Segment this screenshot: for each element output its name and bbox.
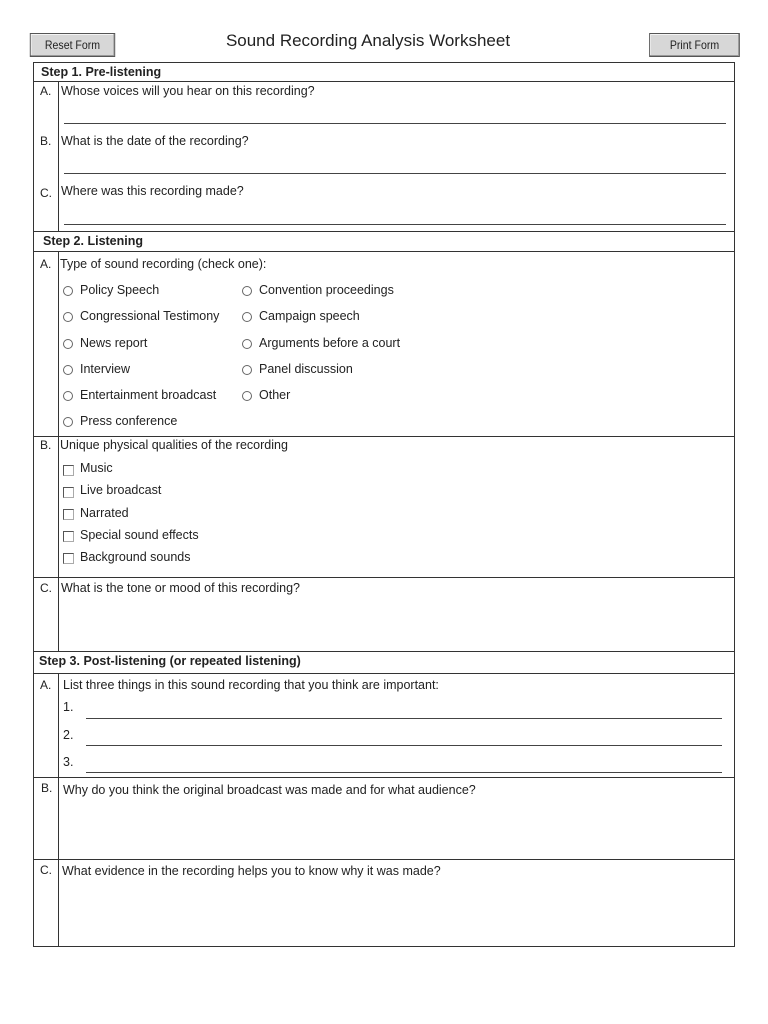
step1-b-answer-line [64, 173, 726, 174]
important-item-3-line [86, 772, 722, 773]
list-number: 3. [63, 755, 74, 769]
radio-campaign-speech[interactable] [242, 312, 252, 322]
step2-c-answer-field[interactable] [62, 598, 734, 650]
letter-column-divider [58, 251, 59, 651]
step1-c-answer-line [64, 224, 726, 225]
radio-press-conference[interactable] [63, 417, 73, 427]
option-label: News report [80, 336, 148, 350]
step2-heading: Step 2. Listening [43, 234, 144, 248]
section-divider [33, 577, 735, 578]
option-label: Press conference [80, 414, 178, 428]
option-label: Arguments before a court [259, 336, 401, 350]
radio-news-report[interactable] [63, 339, 73, 349]
section-divider [33, 673, 735, 674]
page-title: Sound Recording Analysis Worksheet [225, 31, 511, 50]
step2-c-letter: C. [40, 581, 52, 595]
frame-top-border [33, 62, 735, 63]
option-label: Panel discussion [259, 362, 353, 376]
option-label: Other [259, 388, 291, 402]
option-label: Interview [80, 362, 131, 376]
step2-b-letter: B. [40, 438, 52, 452]
reset-form-button[interactable]: Reset Form [30, 33, 115, 57]
step1-c-letter: C. [40, 186, 52, 200]
option-label: Music [80, 461, 113, 475]
step1-a-letter: A. [40, 84, 52, 98]
step1-b-question: What is the date of the recording? [61, 134, 249, 148]
step1-a-answer-line [64, 123, 726, 124]
letter-column-divider [58, 673, 59, 946]
radio-entertainment-broadcast[interactable] [63, 391, 73, 401]
step3-a-letter: A. [40, 678, 52, 692]
step3-heading: Step 3. Post-listening (or repeated listening) [39, 654, 301, 668]
step2-b-question: Unique physical qualities of the recording [60, 438, 288, 452]
option-label: Entertainment broadcast [80, 388, 217, 402]
letter-column-divider [58, 81, 59, 231]
step3-c-answer-field[interactable] [62, 882, 734, 946]
section-divider [33, 777, 735, 778]
section-divider [33, 251, 735, 252]
section-divider [33, 651, 735, 652]
option-label: Narrated [80, 506, 129, 520]
section-divider [33, 81, 735, 82]
option-label: Congressional Testimony [80, 309, 220, 323]
step2-a-question: Type of sound recording (check one): [60, 257, 267, 271]
radio-interview[interactable] [63, 365, 73, 375]
important-item-2-field[interactable] [86, 728, 726, 746]
step1-c-answer-field[interactable] [64, 207, 730, 225]
step1-heading: Step 1. Pre-listening [41, 65, 162, 79]
checkbox-special-sound-effects[interactable] [63, 531, 74, 542]
step3-a-question: List three things in this sound recording that you think are important: [63, 678, 439, 692]
option-label: Campaign speech [259, 309, 360, 323]
radio-arguments-before-court[interactable] [242, 339, 252, 349]
step3-b-answer-field[interactable] [62, 800, 734, 858]
section-divider [33, 436, 735, 437]
list-number: 2. [63, 728, 74, 742]
frame-left-border [33, 62, 34, 947]
radio-other[interactable] [242, 391, 252, 401]
step3-b-question: Why do you think the original broadcast was made and for what audience? [63, 783, 476, 797]
option-label: Special sound effects [80, 528, 199, 542]
step3-b-letter: B. [41, 781, 53, 795]
important-item-2-line [86, 745, 722, 746]
step1-a-answer-field[interactable] [64, 106, 730, 124]
section-divider [33, 859, 735, 860]
radio-policy-speech[interactable] [63, 286, 73, 296]
step3-c-letter: C. [40, 863, 52, 877]
step1-b-letter: B. [40, 134, 52, 148]
important-item-1-line [86, 718, 722, 719]
option-label: Background sounds [80, 550, 191, 564]
option-label: Convention proceedings [259, 283, 394, 297]
important-item-1-field[interactable] [86, 701, 726, 719]
step1-a-question: Whose voices will you hear on this recording? [61, 84, 315, 98]
option-label: Policy Speech [80, 283, 160, 297]
radio-congressional-testimony[interactable] [63, 312, 73, 322]
step3-c-question: What evidence in the recording helps you to know why it was made? [62, 864, 441, 878]
step1-b-answer-field[interactable] [64, 156, 730, 174]
step2-a-letter: A. [40, 257, 52, 271]
radio-panel-discussion[interactable] [242, 365, 252, 375]
print-form-button[interactable]: Print Form [649, 33, 740, 57]
checkbox-live-broadcast[interactable] [63, 487, 74, 498]
radio-convention-proceedings[interactable] [242, 286, 252, 296]
checkbox-music[interactable] [63, 465, 74, 476]
section-divider [33, 231, 735, 232]
frame-right-border [734, 62, 735, 947]
option-label: Live broadcast [80, 483, 162, 497]
important-item-3-field[interactable] [86, 755, 726, 773]
checkbox-narrated[interactable] [63, 509, 74, 520]
frame-bottom-border [33, 946, 735, 947]
list-number: 1. [63, 700, 74, 714]
checkbox-background-sounds[interactable] [63, 553, 74, 564]
step1-c-question: Where was this recording made? [61, 184, 244, 198]
step2-c-question: What is the tone or mood of this recording? [61, 581, 301, 595]
